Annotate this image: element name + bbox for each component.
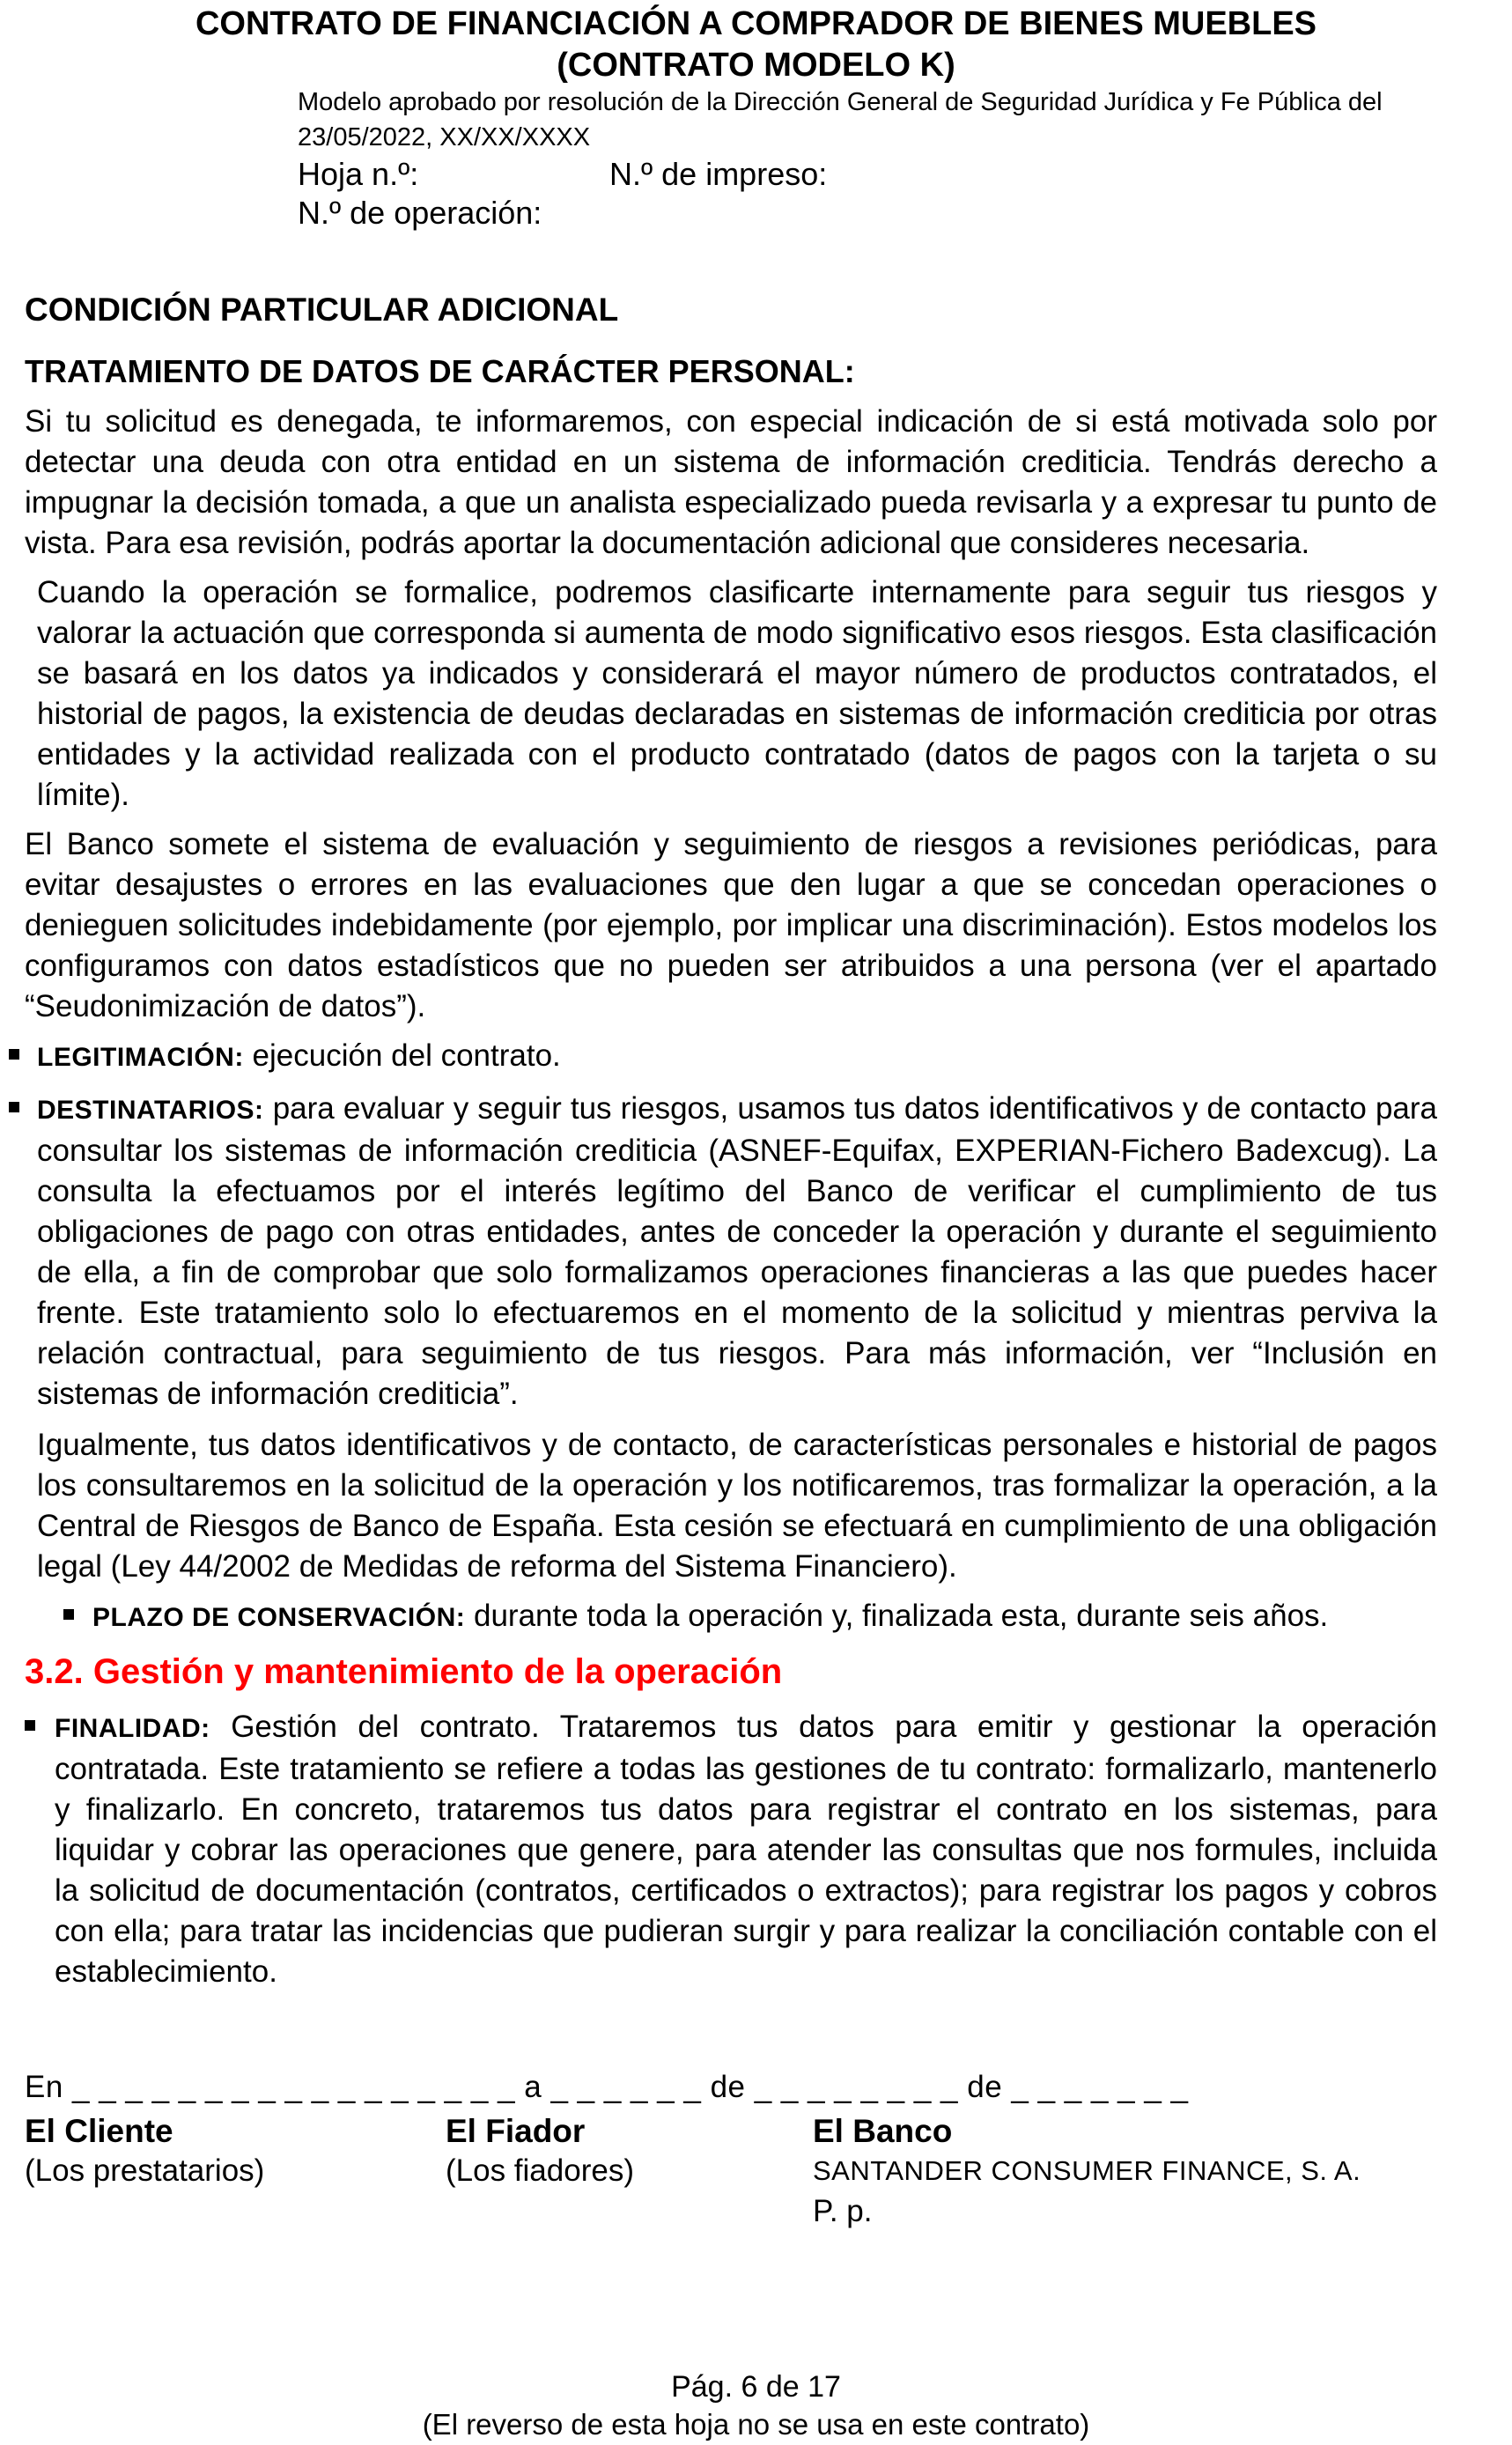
paragraph-cirbe-notification: Igualmente, tus datos identificativos y de contacto, de características personales e historial de pagos los consultaremos en la solicitud de la operación y los notificaremos, tras formalizar la operación, a la Central de Riesgos de Banco de España. Esta cesión se efectuará en cumplimiento de una obligación legal (Ley 44/2002 de Medidas de reforma del Sistema Financiero). — [37, 1428, 1437, 1584]
paragraph-denied-request: Si tu solicitud es denegada, te informaremos, con especial indicación de si está motivada solo por detectar una deuda con otra entidad en un sistema de información crediticia. Tendrás derecho a impugnar la decisión tomada, a que un analista especializado pueda revisarla y a expresar tu punto de vista. Para esa revisión, podrás aportar la documentación adicional que consideres necesaria. — [25, 404, 1437, 560]
bullet-square-icon — [9, 1049, 19, 1060]
client-title: El Cliente — [25, 2113, 173, 2149]
additional-condition-heading: CONDICIÓN PARTICULAR ADICIONAL — [25, 292, 619, 328]
section-3-2-heading: 3.2. Gestión y mantenimiento de la operación — [25, 1652, 783, 1691]
approval-note — [298, 85, 1469, 155]
legitimacion-label: LEGITIMACIÓN: — [37, 1043, 244, 1072]
signature-block — [25, 2068, 1488, 2253]
paragraph-internal-classification: Cuando la operación se formalice, podremos clasificarte internamente para seguir tus riesgos y valorar la actuación que corresponda si aumenta de modo significativo esos riesgos. Esta clasificación se basará en los datos ya indicados y considerará el mayor número de productos contratados, el historial de pagos, la existencia de deudas declaradas en sistemas de información crediticia por otras entidades y la actividad realizada con el producto contratado (datos de pagos con la tarjeta o su límite). — [37, 575, 1437, 812]
bank-name: SANTANDER CONSUMER FINANCE, S. A. — [813, 2155, 1361, 2186]
client-subtitle: (Los prestatarios) — [25, 2153, 265, 2188]
data-processing-heading: TRATAMIENTO DE DATOS DE CARÁCTER PERSONAL: — [25, 353, 855, 389]
operation-number-label: N.º de operación: — [298, 195, 542, 231]
finalidad-text: Gestión del contrato. Trataremos tus datos para emitir y gestionar la operación contratada. Este tratamiento se refiere a todas las gestiones de tu contrato: formalizarlo, mantenerlo y finalizarlo. En concreto, trataremos tus datos para registrar el contrato en los sistemas, para liquidar y cobrar las operaciones que genere, para atender las consultas que nos formules, incluida la solicitud de documentación (contratos, certificados o extractos); para registrar los pagos y cobros con ella; para tratar las incidencias que pudieran surgir y para realizar la conciliación contable con el establecimiento. — [55, 1710, 1437, 1989]
bullet-legitimacion — [7, 1036, 1437, 1078]
document-title-line2: (CONTRATO MODELO K) — [557, 47, 955, 84]
bullet-finalidad — [7, 1707, 1437, 1992]
finalidad-label: FINALIDAD: — [55, 1714, 210, 1743]
signature-date-line: En _ _ _ _ _ _ _ _ _ _ _ _ _ _ _ _ _ a _ _ _ _ _ _ de _ _ _ _ _ _ _ _ de _ _ _ _ _ _ _ — [25, 2070, 1189, 2104]
operation-number-row — [298, 194, 1469, 233]
bullet-square-icon — [25, 1720, 35, 1731]
bullet-destinatarios — [7, 1089, 1437, 1415]
signature-column-client — [25, 2112, 264, 2191]
destinatarios-label: DESTINATARIOS: — [37, 1096, 264, 1125]
reverse-side-note: (El reverso de esta hoja no se usa en este contrato) — [422, 2408, 1090, 2441]
contract-body — [7, 291, 1437, 2003]
bullet-square-icon — [9, 1102, 19, 1112]
document-title-line1: CONTRATO DE FINANCIACIÓN A COMPRADOR DE BIENES MUEBLES — [195, 5, 1317, 42]
bullet-plazo-conservacion — [7, 1596, 1437, 1638]
page-number: Pág. 6 de 17 — [671, 2370, 841, 2404]
plazo-text: durante toda la operación y, finalizada esta, durante seis años. — [474, 1599, 1329, 1633]
approval-note-line2: 23/05/2022, XX/XX/XXXX — [298, 123, 591, 151]
bank-proxy-label: P. p. — [813, 2194, 873, 2228]
sheet-number-row — [298, 155, 1469, 194]
signature-column-bank — [813, 2112, 1482, 2232]
signature-column-guarantor — [446, 2112, 634, 2191]
legitimacion-text: ejecución del contrato. — [252, 1038, 561, 1073]
bullet-square-icon — [63, 1609, 74, 1620]
signature-columns — [25, 2112, 1488, 2253]
guarantor-subtitle: (Los fiadores) — [446, 2153, 634, 2188]
print-number-label: N.º de impreso: — [609, 156, 828, 192]
bank-title: El Banco — [813, 2113, 953, 2149]
sheet-number-label: Hoja n.º: — [298, 156, 419, 192]
paragraph-periodic-reviews: El Banco somete el sistema de evaluación y seguimiento de riesgos a revisiones periódicas, para evitar desajustes o errores en las evaluaciones que den lugar a que se concedan operaciones o denieguen solicitudes indebidamente (por ejemplo, por implicar una discriminación). Estos modelos los configuramos con datos estadísticos que no pueden ser atribuidos a una persona (ver el apartado “Seudonimización de datos”). — [25, 827, 1437, 1023]
destinatarios-text: para evaluar y seguir tus riesgos, usamos tus datos identificativos y de contacto para consultar los sistemas de información crediticia (ASNEF-Equifax, EXPERIAN-Fichero Badexcug). La consulta la efectuamos por el interés legítimo del Banco de verificar el cumplimiento de tus obligaciones de pago con otras entidades, antes de conceder la operación y durante el seguimiento de ella, a fin de comprobar que solo formalizamos operaciones financieras a las que puedes hacer frente. Este tratamiento solo lo efectuaremos en el momento de la solicitud y mientras perviva la relación contractual, para seguimiento de tus riesgos. Para más información, ver “Inclusión en sistemas de información crediticia”. — [37, 1091, 1437, 1411]
plazo-label: PLAZO DE CONSERVACIÓN: — [92, 1603, 466, 1632]
guarantor-title: El Fiador — [446, 2113, 586, 2149]
header-form-fields — [298, 155, 1469, 233]
approval-note-line1: Modelo aprobado por resolución de la Dirección General de Seguridad Jurídica y Fe Pública del — [298, 88, 1383, 116]
document-title — [0, 4, 1512, 86]
